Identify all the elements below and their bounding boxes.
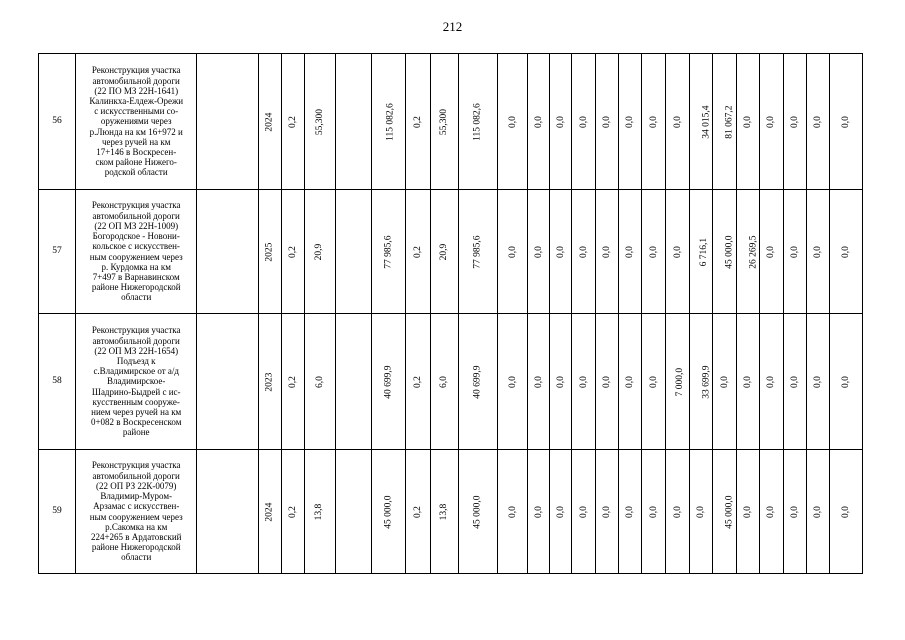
- value-cell: [642, 54, 666, 190]
- value-cell: [713, 450, 736, 574]
- value-cell: [458, 54, 497, 190]
- value-cell: [759, 450, 783, 574]
- value-cell: [335, 190, 371, 314]
- value-cell: [528, 54, 550, 190]
- value-text: 115 082,6: [472, 103, 483, 141]
- value-cell: [666, 190, 690, 314]
- value-text: 0,0: [672, 116, 683, 128]
- value-text: 0,2: [287, 246, 298, 258]
- value-cell: [666, 54, 690, 190]
- project-name-line: автомобильной дороги: [92, 470, 180, 481]
- value-text: 0,0: [765, 116, 776, 128]
- project-name-line: области: [121, 552, 152, 563]
- value-text: 0,2: [412, 246, 423, 258]
- value-text: 0,0: [840, 116, 851, 128]
- empty-cell: [197, 190, 258, 314]
- value-text: 81 067,2: [724, 105, 735, 139]
- row-number: 57: [39, 190, 76, 314]
- value-cell: [335, 54, 371, 190]
- value-cell: [405, 190, 430, 314]
- project-name-line: кольское с искусствен-: [92, 241, 180, 252]
- value-text: 0,0: [696, 506, 707, 518]
- value-cell: [405, 54, 430, 190]
- value-cell: [371, 450, 405, 574]
- value-text: 55,300: [439, 108, 450, 136]
- value-cell: [690, 190, 713, 314]
- value-cell: [713, 190, 736, 314]
- value-cell: [281, 450, 304, 574]
- project-name-line: области: [121, 292, 152, 303]
- value-cell: [783, 450, 806, 574]
- value-cell: [550, 54, 572, 190]
- project-name-line: оружениями через: [100, 116, 172, 127]
- value-text: 26 269,5: [748, 235, 759, 269]
- value-text: 0,0: [578, 506, 589, 518]
- value-cell: [619, 54, 642, 190]
- value-text: 45 000,0: [724, 235, 735, 269]
- value-cell: [596, 190, 619, 314]
- value-text: 34 015,4: [701, 105, 712, 139]
- value-cell: [371, 190, 405, 314]
- value-text: 0,0: [507, 376, 518, 388]
- project-name-line: Владимирское-: [107, 376, 166, 387]
- value-text: 0,0: [648, 246, 659, 258]
- project-name-line: районе Нижегородской: [91, 282, 181, 293]
- value-cell: [258, 314, 281, 450]
- value-cell: [572, 450, 596, 574]
- project-name-line: Реконструкция участка: [91, 325, 181, 336]
- value-cell: [736, 190, 759, 314]
- value-text: 0,2: [287, 376, 298, 388]
- project-name: [76, 54, 197, 190]
- value-text: 0,0: [648, 376, 659, 388]
- value-cell: [596, 314, 619, 450]
- value-text: 0,0: [765, 506, 776, 518]
- project-name-line: 0+082 в Воскресенском: [90, 417, 182, 428]
- value-cell: [713, 314, 736, 450]
- value-cell: [736, 54, 759, 190]
- value-cell: [430, 314, 458, 450]
- value-cell: [759, 190, 783, 314]
- value-cell: [430, 450, 458, 574]
- value-text: 2024: [264, 112, 275, 132]
- value-text: 20,9: [439, 243, 450, 261]
- value-text: 0,0: [625, 246, 636, 258]
- project-name-line: Реконструкция участка: [91, 460, 181, 471]
- value-cell: [458, 190, 497, 314]
- value-text: 0,0: [578, 116, 589, 128]
- project-name-line: автомобильной дороги: [92, 75, 180, 86]
- value-text: 2025: [264, 242, 275, 262]
- value-cell: [783, 314, 806, 450]
- table-row: [39, 450, 863, 574]
- project-name-line: 224+265 в Ардатовский: [90, 531, 182, 542]
- value-cell: [619, 450, 642, 574]
- value-cell: [666, 314, 690, 450]
- value-cell: [405, 314, 430, 450]
- value-cell: [528, 190, 550, 314]
- value-cell: [405, 450, 430, 574]
- project-name-line: Подъезд к: [116, 355, 156, 366]
- value-cell: [258, 190, 281, 314]
- value-cell: [498, 450, 528, 574]
- project-name-line: 17+146 в Воскресен-: [96, 147, 177, 157]
- project-name-line: автомобильной дороги: [92, 335, 180, 346]
- value-text: 0,0: [648, 506, 659, 518]
- table-row: [39, 314, 863, 450]
- value-text: 0,2: [412, 376, 423, 388]
- value-text: 0,0: [578, 376, 589, 388]
- value-text: 0,0: [812, 246, 823, 258]
- value-text: 0,0: [672, 506, 683, 518]
- value-cell: [642, 314, 666, 450]
- value-text: 7 000,0: [675, 367, 686, 397]
- value-text: 0,0: [789, 116, 800, 128]
- value-cell: [829, 314, 862, 450]
- value-text: 0,0: [812, 116, 823, 128]
- value-cell: [550, 450, 572, 574]
- value-text: 55,300: [314, 108, 325, 136]
- empty-cell: [197, 450, 258, 574]
- value-text: 6 716,1: [699, 237, 710, 267]
- value-cell: [304, 54, 335, 190]
- value-text: 0,2: [287, 506, 298, 518]
- table-row: [39, 190, 863, 314]
- value-text: 0,0: [555, 246, 566, 258]
- value-cell: [713, 54, 736, 190]
- value-cell: [806, 314, 829, 450]
- project-name-line: 7+497 в Варнавинском: [92, 271, 180, 282]
- project-name-line: ным сооружением через: [89, 251, 183, 262]
- value-cell: [759, 314, 783, 450]
- value-cell: [572, 314, 596, 450]
- project-name-line: с искусственными со-: [94, 106, 179, 117]
- project-name-line: р. Курдомка на км: [101, 261, 171, 272]
- value-cell: [690, 450, 713, 574]
- value-text: 40 699,9: [472, 365, 483, 399]
- value-cell: [335, 314, 371, 450]
- value-cell: [690, 54, 713, 190]
- value-text: 2023: [264, 372, 275, 392]
- project-name-line: нием через ручей на км: [91, 407, 182, 417]
- value-text: 0,0: [625, 116, 636, 128]
- value-text: 0,0: [719, 376, 730, 388]
- value-text: 0,0: [812, 506, 823, 518]
- value-cell: [572, 54, 596, 190]
- value-text: 0,0: [578, 246, 589, 258]
- row-number: 56: [39, 54, 76, 190]
- project-name-line: кусственным сооруже-: [92, 396, 180, 407]
- value-cell: [528, 314, 550, 450]
- value-text: 0,0: [672, 246, 683, 258]
- value-cell: [596, 450, 619, 574]
- value-text: 0,0: [555, 116, 566, 128]
- value-cell: [258, 54, 281, 190]
- value-text: 0,2: [412, 116, 423, 128]
- value-cell: [335, 450, 371, 574]
- project-name-line: ным сооружением через: [89, 511, 183, 522]
- value-text: 0,0: [840, 506, 851, 518]
- value-cell: [829, 54, 862, 190]
- value-cell: [642, 190, 666, 314]
- table-row: [39, 54, 863, 190]
- value-text: 0,0: [602, 376, 613, 388]
- value-cell: [430, 54, 458, 190]
- project-name-line: с.Владимирское от а/д: [93, 366, 179, 377]
- value-text: 6,0: [439, 376, 450, 388]
- value-text: 0,0: [602, 246, 613, 258]
- value-cell: [806, 450, 829, 574]
- project-name-line: (22 ОП РЗ 22К-0079): [96, 480, 177, 491]
- project-name-line: (22 ОП МЗ 22Н-1654): [94, 345, 179, 356]
- value-cell: [281, 190, 304, 314]
- value-text: 0,0: [507, 506, 518, 518]
- value-text: 0,2: [412, 506, 423, 518]
- value-cell: [642, 450, 666, 574]
- value-text: 0,0: [840, 246, 851, 258]
- value-text: 0,0: [533, 376, 544, 388]
- value-text: 115 082,6: [385, 103, 396, 141]
- value-text: 0,2: [287, 116, 298, 128]
- value-text: 0,0: [812, 376, 823, 388]
- project-name-line: автомобильной дороги: [92, 210, 180, 221]
- value-cell: [371, 314, 405, 450]
- value-cell: [829, 450, 862, 574]
- value-text: 0,0: [742, 116, 753, 128]
- value-cell: [281, 314, 304, 450]
- value-text: 45 000,0: [472, 495, 483, 529]
- value-cell: [304, 190, 335, 314]
- value-cell: [619, 190, 642, 314]
- project-name-line: р.Сакомка на км: [105, 521, 168, 532]
- project-name-line: р.Люнда на км 16+972 и: [89, 126, 183, 137]
- project-name-line: Реконструкция участка: [91, 65, 181, 76]
- value-cell: [829, 190, 862, 314]
- value-cell: [304, 450, 335, 574]
- value-text: 77 985,6: [472, 235, 483, 269]
- value-text: 77 985,6: [383, 235, 394, 269]
- value-text: 0,0: [765, 376, 776, 388]
- value-text: 0,0: [507, 116, 518, 128]
- value-text: 0,0: [533, 246, 544, 258]
- value-cell: [258, 450, 281, 574]
- empty-cell: [197, 314, 258, 450]
- value-text: 20,9: [314, 243, 325, 261]
- value-cell: [783, 54, 806, 190]
- project-name-line: Реконструкция участка: [91, 200, 181, 211]
- row-number: 59: [39, 450, 76, 574]
- value-cell: [596, 54, 619, 190]
- projects-table: [38, 53, 863, 574]
- value-text: 2024: [264, 502, 275, 522]
- value-text: 0,0: [742, 376, 753, 388]
- value-text: 0,0: [840, 376, 851, 388]
- value-text: 0,0: [533, 116, 544, 128]
- value-text: 0,0: [789, 506, 800, 518]
- project-name-line: районе: [122, 427, 150, 438]
- project-name-line: (22 ПО МЗ 22Н-1641): [94, 85, 179, 96]
- value-text: 0,0: [533, 506, 544, 518]
- value-text: 0,0: [742, 506, 753, 518]
- value-cell: [572, 190, 596, 314]
- page-number: 212: [442, 19, 463, 34]
- value-cell: [759, 54, 783, 190]
- value-cell: [498, 314, 528, 450]
- value-cell: [498, 190, 528, 314]
- value-cell: [736, 450, 759, 574]
- value-text: 0,0: [765, 246, 776, 258]
- value-text: 0,0: [555, 376, 566, 388]
- value-cell: [430, 190, 458, 314]
- project-name-line: ском районе Нижего-: [95, 157, 177, 168]
- value-cell: [736, 314, 759, 450]
- value-cell: [666, 450, 690, 574]
- value-text: 6,0: [314, 376, 325, 388]
- value-text: 40 699,9: [383, 365, 394, 399]
- value-text: 0,0: [602, 506, 613, 518]
- value-text: 0,0: [789, 246, 800, 258]
- project-name-line: через ручей на км: [101, 136, 171, 147]
- project-name-line: Шадрино-Быдрей с ис-: [91, 386, 181, 397]
- project-name-line: Владимир-Муром-: [100, 491, 173, 502]
- value-text: 13,8: [314, 503, 325, 521]
- project-name: [76, 314, 197, 450]
- value-text: 0,0: [555, 506, 566, 518]
- value-cell: [550, 190, 572, 314]
- value-text: 0,0: [507, 246, 518, 258]
- project-name-line: родской области: [104, 167, 168, 178]
- empty-cell: [197, 54, 258, 190]
- value-cell: [528, 450, 550, 574]
- value-cell: [458, 314, 497, 450]
- project-name-line: районе Нижегородской: [91, 542, 181, 553]
- project-name: [76, 450, 197, 574]
- value-cell: [806, 54, 829, 190]
- value-cell: [281, 54, 304, 190]
- value-text: 0,0: [648, 116, 659, 128]
- value-text: 13,8: [439, 503, 450, 521]
- value-cell: [619, 314, 642, 450]
- value-cell: [498, 54, 528, 190]
- project-name-line: Арзамас с искусствен-: [93, 501, 180, 512]
- project-name-line: (22 ОП МЗ 22Н-1009): [94, 220, 179, 231]
- value-text: 45 000,0: [383, 495, 394, 529]
- value-cell: [304, 314, 335, 450]
- project-name-line: Богородское - Новони-: [92, 231, 180, 242]
- value-cell: [550, 314, 572, 450]
- value-text: 0,0: [789, 376, 800, 388]
- value-cell: [783, 190, 806, 314]
- value-cell: [458, 450, 497, 574]
- value-text: 0,0: [625, 376, 636, 388]
- value-cell: [690, 314, 713, 450]
- value-text: 0,0: [625, 506, 636, 518]
- row-number: 58: [39, 314, 76, 450]
- value-text: 33 699,9: [701, 365, 712, 399]
- value-cell: [371, 54, 405, 190]
- project-name: [76, 190, 197, 314]
- value-text: 0,0: [602, 116, 613, 128]
- project-name-line: Калинкха-Елдеж-Орежи: [89, 95, 184, 106]
- value-text: 45 000,0: [724, 495, 735, 529]
- value-cell: [806, 190, 829, 314]
